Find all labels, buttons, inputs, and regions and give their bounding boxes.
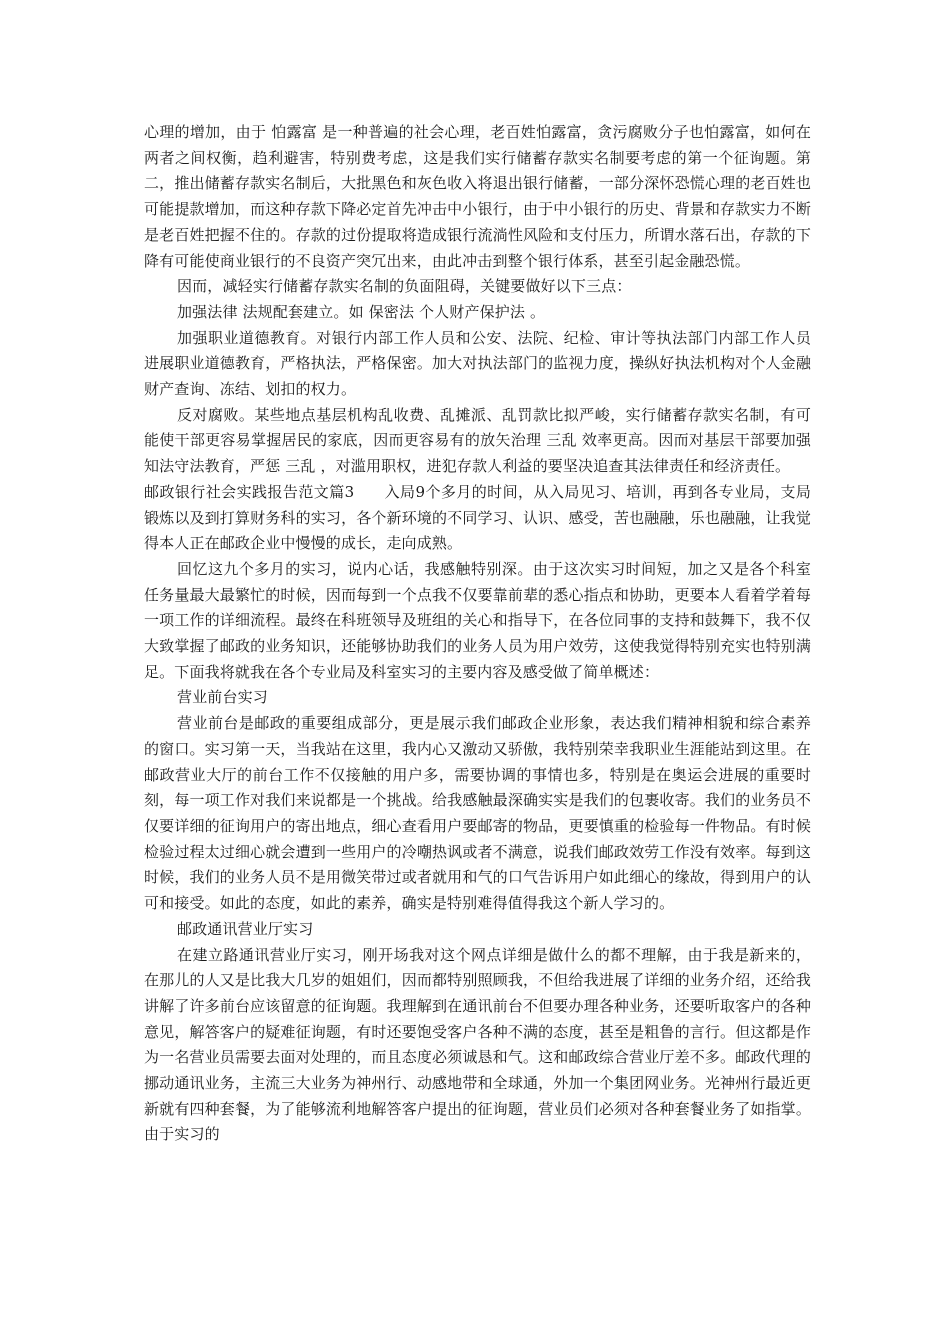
- paragraph: 加强法律 法规配套建立。如 保密法 个人财产保护法 。: [177, 302, 546, 321]
- paragraph: 营业前台是邮政的重要组成部分，更是展示我们邮政企业形象，表达我们精神相貌和综合素养的窗口。实习第一天，当我站在这里，我内心又激动又骄傲，我特别荣幸我职业生涯能站到这里。在邮政营业大厅的前台工作不仅接触的用户多，需要协调的事情也多，特别是在奥运会进展的重要时刻，每一项工作对我们来说都是一个挑战。给我感触最深确实实是我们的包裹收寄。我们的业务员不仅要详细的征询用户的寄出地点，细心查看用户要邮寄的物品，更要慎重的检验每一件物品。有时候检验过程太过细心就会遭到一些用户的冷嘲热讽或者不满意，说我们邮政效劳工作没有效率。每到这时候，我们的业务人员不是用微笑带过或者就用和气的口气告诉用户如此细心的缘故，得到用户的认可和接受。如此的态度，如此的素养，确实是特别难得值得我这个新人学习的。: [144, 714, 811, 913]
- document-page: [144, 120, 811, 1148]
- subheading-telecom-hall: 邮政通讯营业厅实习: [177, 919, 314, 938]
- paragraph: 心理的增加，由于 怕露富 是一种普遍的社会心理，老百姓怕露富，贪污腐败分子也怕露富，如何在两者之间权衡，趋利避害，特别费考虑，这是我们实行储蓄存款实名制要考虑的第一个征询题。第二，推出储蓄存款实名制后，大批黑色和灰色收入将退出银行储蓄，一部分深怀恐慌心理的老百姓也可能提款增加，而这种存款下降必定首先冲击中小银行，由于中小银行的历史、背景和存款实力不断是老百姓把握不住的。存款的过份提取将造成银行流淌性风险和支付压力，所谓水落石出，存款的下降有可能使商业银行的不良资产突冗出来，由此冲击到整个银行体系，甚至引起金融恐慌。: [144, 123, 811, 270]
- paragraph: 回忆这九个多月的实习，说内心话，我感触特别深。由于这次实习时间短，加之又是各个科室任务量最大最繁忙的时候，因而每到一个点我不仅要靠前辈的悉心指点和协助，更要本人看着学着每一项工作的详细流程。最终在科班领导及班组的关心和指导下，在各位同事的支持和鼓舞下，我不仅大致掌握了邮政的业务知识，还能够协助我们的业务人员为用户效劳，这使我觉得特别充实也特别满足。下面我将就我在各个专业局及科室实习的主要内容及感受做了简单概述：: [144, 559, 811, 681]
- paragraph: 反对腐败。某些地点基层机构乱收费、乱摊派、乱罚款比拟严峻，实行储蓄存款实名制，有可能使干部更容易掌握居民的家底，因而更容易有的放矢治理 三乱 效率更高。因而对基层干部要加强知法守法教育，严惩 三乱 ，对滥用职权，进犯存款人利益的要坚决追查其法律责任和经济责任。: [144, 405, 811, 476]
- paragraph: 在建立路通讯营业厅实习，刚开场我对这个网点详细是做什么的都不理解，由于我是新来的，在那儿的人又是比我大几岁的姐姐们，因而都特别照顾我，不但给我进展了详细的业务介绍，还给我讲解了许多前台应该留意的征询题。我理解到在通讯前台不但要办理各种业务，还要听取客户的各种意见，解答客户的疑难征询题，有时还要饱受客户各种不满的态度，甚至是粗鲁的言行。但这都是作为一名营业员需要去面对处理的，而且态度必须诚恳和气。这和邮政综合营业厅差不多。邮政代理的挪动通讯业务，主流三大业务为神州行、动感地带和全球通，外加一个集团网业务。光神州行最近更新就有四种套餐，为了能够流利地解答客户提出的征询题，营业员们必须对各种套餐业务了如指掌。由于实习的: [144, 945, 811, 1144]
- section-heading: 邮政银行社会实践报告范文篇3: [144, 482, 355, 501]
- section-start-paragraph: [144, 480, 811, 557]
- paragraph: 因而，减轻实行储蓄存款实名制的负面阻碍，关键要做好以下三点：: [177, 277, 632, 296]
- section-first-paragraph-text: 入局9个多月的时间，从入局见习、培训，再到各专业局，支局锻炼以及到打算财务科的实习，各个新环境的不同学习、认识、感受，苦也融融，乐也融融，让我觉得本人正在邮政企业中慢慢的成长，走向成熟。: [144, 482, 811, 553]
- paragraph: 加强职业道德教育。对银行内部工作人员和公安、法院、纪检、审计等执法部门内部工作人员进展职业道德教育，严格执法，严格保密。加大对执法部门的监视力度，操纵好执法机构对个人金融财产查询、冻结、划扣的权力。: [144, 328, 811, 399]
- subheading-business-front-desk: 营业前台实习: [177, 688, 268, 707]
